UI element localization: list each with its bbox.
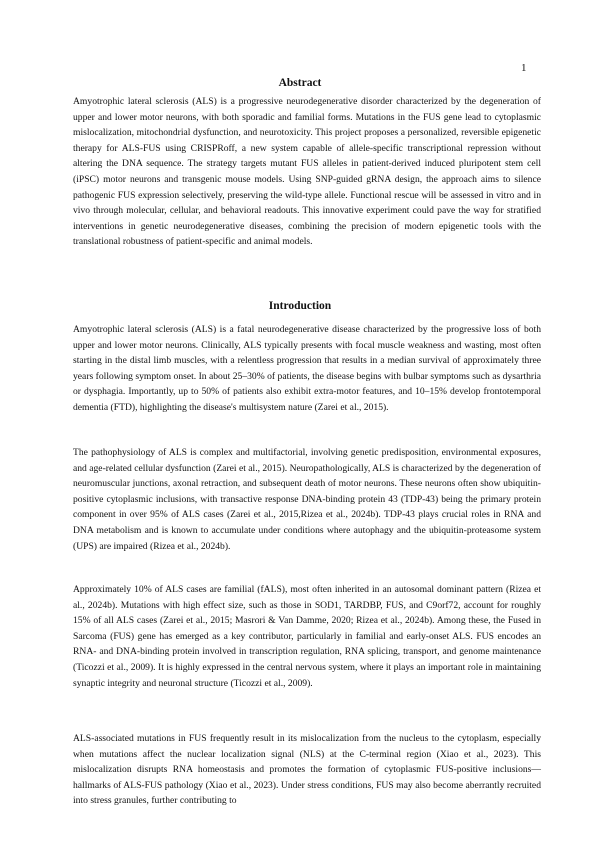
introduction-paragraph-1: Amyotrophic lateral sclerosis (ALS) is a fatal neurodegenerative disease characterized by the progressive loss of both upper and lower motor neurons. Clinically, ALS typically presents with focal muscle weakness and wasting, most often starting in the distal limb muscles, with a relentless progression that results in a median survival of approximately three years following symptom onset. In about 25–30% of patients, the disease begins with bulbar symptoms such as dysarthria or dysphagia. Importantly, up to 50% of patients also exhibit extra-motor features, and 10–15% develop frontotemporal dementia (FTD), highlighting the disease's multisystem nature (Zarei et al., 2015).	[73, 324, 541, 413]
abstract-heading: Abstract	[278, 77, 322, 89]
introduction-paragraph-4: ALS-associated mutations in FUS frequently result in its mislocalization from the nucleus to the cytoplasm, especially when mutations affect the nuclear localization signal (NLS) at the C-terminal region (Xiao et al., 2023). This mislocalization disrupts RNA homeostasis and promotes the formation of cytoplasmic FUS-positive inclusions—hallmarks of ALS-FUS pathology (Xiao et al., 2023). Under stress conditions, FUS may also become aberrantly recruited into stress granules, further contributing to	[73, 733, 541, 807]
page-number: 1	[521, 62, 527, 74]
introduction-heading: Introduction	[268, 300, 332, 312]
introduction-paragraph-3: Approximately 10% of ALS cases are familial (fALS), most often inherited in an autosomal dominant pattern (Rizea et al., 2024b). Mutations with high effect size, such as those in SOD1, TARDBP, FUS, and C9orf72, account for roughly 15% of all ALS cases (Zarei et al., 2015; Masrori & Van Damme, 2020; Rizea et al., 2024b). Among these, the Fused in Sarcoma (FUS) gene has emerged as a key contributor, particularly in familial and early-onset ALS. FUS encodes an RNA- and DNA-binding protein involved in transcription regulation, RNA splicing, transport, and genome maintenance (Ticozzi et al., 2009). It is highly expressed in the central nervous system, where it plays an important role in maintaining synaptic integrity and neuronal structure (Ticozzi et al., 2009).	[73, 584, 541, 689]
introduction-paragraph-2: The pathophysiology of ALS is complex and multifactorial, involving genetic predisposition, environmental exposures, and age-related cellular dysfunction (Zarei et al., 2015). Neuropathologically, ALS is characterized by the degeneration of neuromuscular junctions, axonal retraction, and subsequent death of motor neurons. These neurons often show ubiquitin-positive cytoplasmic inclusions, with transactive response DNA-binding protein 43 (TDP-43) being the primary protein component in over 95% of ALS cases (Zarei et al., 2015,Rizea et al., 2024b). TDP-43 plays crucial roles in RNA and DNA metabolism and is known to accumulate under conditions where autophagy and the ubiquitin-proteasome system (UPS) are impaired (Rizea et al., 2024b).	[73, 447, 541, 552]
abstract-paragraph: Amyotrophic lateral sclerosis (ALS) is a progressive neurodegenerative disorder characterized by the degeneration of upper and lower motor neurons, with both sporadic and familial forms. Mutations in the FUS gene lead to cytoplasmic mislocalization, mitochondrial dysfunction, and neurotoxicity. This project proposes a personalized, reversible epigenetic therapy for ALS-FUS using CRISPRoff, a new system capable of allele-specific transcriptional repression without altering the DNA sequence. The strategy targets mutant FUS alleles in patient-derived induced pluripotent stem cell (iPSC) motor neurons and transgenic mouse models. Using SNP-guided gRNA design, the approach aims to silence pathogenic FUS expression selectively, preserving the wild-type allele. Functional rescue will be assessed in vitro and in vivo through molecular, cellular, and behavioral readouts. This innovative experiment could pave the way for stratified interventions in genetic neurodegenerative diseases, combining the precision of modern epigenetic tools with the translational robustness of patient-specific and animal models.	[73, 96, 541, 248]
